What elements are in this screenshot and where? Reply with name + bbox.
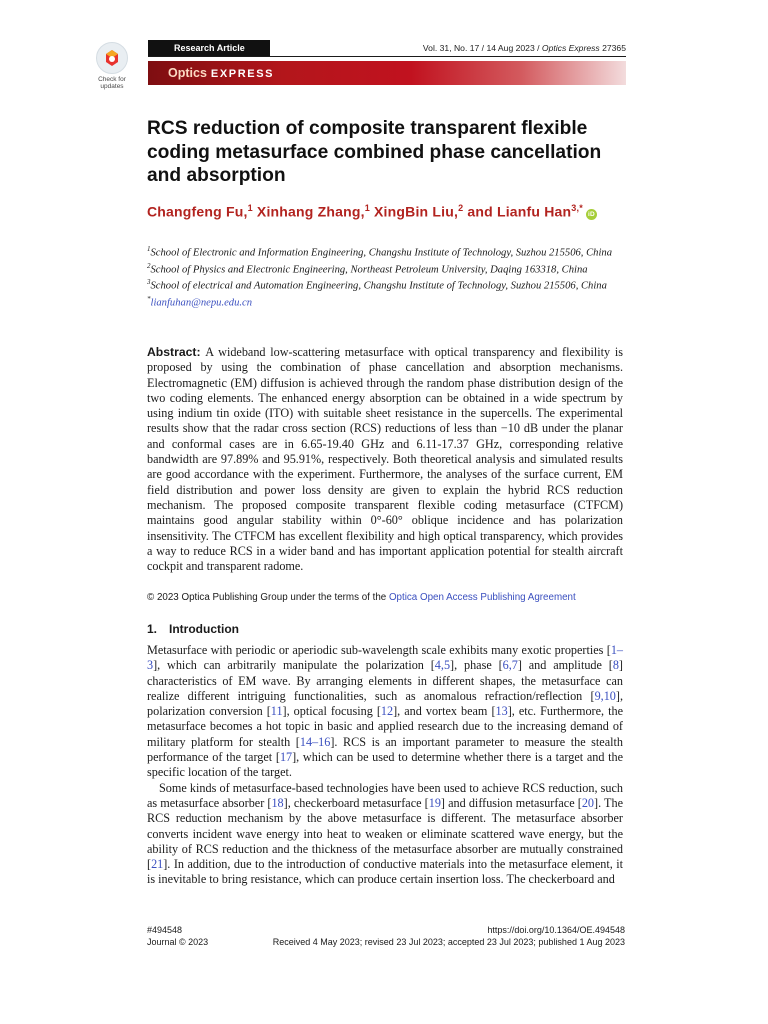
paragraph [147, 781, 623, 888]
paper-title: RCS reduction of composite transparent flexible coding metasurface combined phase cancellation and absorption [147, 118, 602, 186]
citation-link[interactable]: 9,10 [594, 688, 616, 703]
logo-word-express: EXPRESS [210, 68, 275, 80]
journal-header-bar [148, 40, 626, 57]
citation-link[interactable]: 17 [279, 750, 293, 765]
affiliation-item [147, 260, 627, 277]
author-name[interactable]: and Lianfu Han [463, 203, 572, 220]
author-affiliation-mark: 2 [458, 203, 464, 213]
paragraph-text: ] characteristics of EM wave. By arranging elements in different shapes, the metasurface can realize different intriguing functionalities, such as anomalous refraction/reflection [ [147, 658, 623, 703]
paragraph-text: ], and vortex beam [ [393, 704, 496, 719]
check-for-updates-label: Check for updates [98, 76, 126, 90]
copyright-notice [147, 592, 625, 603]
paragraph-text: ], optical focusing [ [282, 704, 381, 719]
paragraph-text: ], which can be used to determine whether there is a target and the specific location of the target. [147, 750, 623, 780]
citation-link[interactable]: 13 [495, 704, 508, 719]
journal-copyright: Journal © 2023 [147, 937, 209, 947]
affiliation-item [147, 276, 627, 293]
paragraph-text: ]. RCS is an important parameter to measure the stealth performance of the target [ [147, 734, 623, 765]
citation-link[interactable]: 4,5 [434, 658, 451, 673]
logo-word-optics: Optics [168, 66, 207, 80]
paragraph-text: ], etc. Furthermore, the metasurface becomes a hot topic in basic and applied research due to the increasing demand of military platform for stealth [ [147, 704, 623, 749]
email-link[interactable]: lianfuhan@nepu.edu.cn [150, 297, 253, 309]
affiliation-mark: 1 [147, 245, 151, 253]
abstract [147, 345, 623, 574]
paragraph-text: ]. The RCS reduction mechanism by the above metasurface is different. The metasurface absorber converts incident wave energy into heat to weaken or eliminate scattered wave energy, but the ability of RCS reduction and the thickness of the metasurface absorber are mutually constrained [ [147, 795, 623, 872]
author-affiliation-mark: 1 [247, 203, 253, 213]
page-number: 27365 [599, 43, 626, 53]
open-access-agreement-link[interactable]: Optica Open Access Publishing Agreement [388, 592, 576, 603]
paragraph-text: ] and diffusion metasurface [ [440, 795, 582, 810]
affiliation-text: School of electrical and Automation Engineering, Changshu Institute of Technology, Suzhou 215506, China [150, 281, 607, 292]
paragraph [147, 643, 623, 781]
author-name[interactable]: Xinhang Zhang, [252, 203, 365, 220]
doi-link[interactable]: https://doi.org/10.1364/OE.494548 [487, 925, 625, 935]
citation-link[interactable]: 11 [270, 704, 283, 719]
section-title: Introduction [169, 622, 239, 636]
orcid-icon[interactable]: iD [586, 209, 597, 220]
citation-link[interactable]: 1–3 [147, 643, 623, 673]
body-text [147, 643, 623, 888]
page-footer [147, 924, 625, 948]
affiliation-item [147, 243, 627, 260]
check-for-updates-badge[interactable] [92, 42, 132, 90]
abstract-text: A wideband low-scattering metasurface with optical transparency and flexibility is proposed by using the combination of phase cancellation and absorption mechanisms. Electromagnetic (EM) diffusion is achieved through the random phase distribution design of the two coding elements. The enhanced energy absorption can be obtained in a wide spectrum by using indium tin oxide (ITO) with suitable sheet resistance in the supercells. The experimental results show that the radar cross section (RCS) reductions of less than −10 dB under the planar and conformal cases are in 6.65-19.40 GHz and 6.11-17.37 GHz, corresponding relative bandwidth are 97.89% and 95.91%, respectively. Both theoretical analysis and simulated results are good accordance with the experiment. Furthermore, the analyses of the surface current, EM field distribution and power loss density are given to explain the hybrid RCS reduction mechanism. The proposed composite transparent flexible coding metasurface (CTFCM) maintains good angular stability within 0°-60° oblique incidence and has polarization insensitivity. The CTFCM has excellent flexibility and high optical transparency, which provides a way to reduce RCS in a wider band and has important application potential for stealth aircraft cockpit and transparent radome. [147, 345, 624, 574]
citation-link[interactable]: 6,7 [502, 658, 518, 673]
journal-brand-banner [148, 61, 626, 85]
author-list [147, 199, 627, 222]
affiliation-text: School of Physics and Electronic Engineering, Northeast Petroleum University, Daqing 163318, China [150, 264, 588, 276]
paragraph-text: ]. In addition, due to the introduction of conductive materials into the metasurface element, it is inevitable to bring resistance, which can produce certain insertion loss. The checkerboard and [147, 857, 623, 887]
corresponding-email [147, 293, 627, 310]
citation-link[interactable]: 12 [380, 704, 394, 719]
publication-dates: Received 4 May 2023; revised 23 Jul 2023; accepted 23 Jul 2023; published 1 Aug 2023 [272, 937, 625, 947]
author-name[interactable]: Changfeng Fu, [147, 203, 248, 220]
citation-link[interactable]: 20 [581, 795, 595, 810]
section-number: 1. [147, 622, 158, 636]
author-affiliation-mark: 1 [364, 203, 370, 213]
citation-link[interactable]: 21 [151, 857, 164, 872]
volume-info [423, 40, 626, 56]
affiliations [147, 243, 627, 310]
volume-issue-date: Vol. 31, No. 17 / 14 Aug 2023 / [422, 43, 542, 53]
abstract-label: Abstract: [147, 345, 201, 359]
journal-logo [168, 61, 274, 86]
affiliation-mark: 2 [147, 261, 151, 270]
journal-name: Optics Express [541, 43, 600, 53]
copyright-text: © 2023 Optica Publishing Group under the terms of the [147, 592, 389, 603]
citation-link[interactable]: 19 [428, 795, 441, 810]
author-affiliation-mark: 3,* [571, 203, 583, 213]
paragraph-text: ], polarization conversion [ [147, 688, 623, 719]
author-name[interactable]: XingBin Liu, [369, 203, 459, 220]
section-heading [147, 622, 239, 636]
paragraph-text: ] and amplitude [ [517, 658, 613, 673]
citation-link[interactable]: 8 [612, 658, 619, 673]
manuscript-id: #494548 [147, 925, 183, 935]
paragraph-text: Metasurface with periodic or aperiodic sub-wavelength scale exhibits many exotic properties [ [147, 643, 611, 657]
paragraph-text: Some kinds of metasurface-based technologies have been used to achieve RCS reduction, such as metasurface absorber [ [147, 780, 623, 810]
paragraph-text: ], which can arbitrarily manipulate the polarization [ [153, 658, 435, 673]
article-type-label: Research Article [148, 40, 270, 56]
citation-link[interactable]: 18 [271, 795, 284, 810]
check-for-updates-icon [96, 42, 128, 74]
paragraph-text: ], phase [ [450, 658, 503, 673]
citation-link[interactable]: 14–16 [299, 734, 331, 749]
affiliation-mark: 3 [147, 278, 151, 287]
paragraph-text: ], checkerboard metasurface [ [283, 795, 429, 810]
corresponding-mark: * [147, 295, 151, 304]
affiliation-text: School of Electronic and Information Engineering, Changshu Institute of Technology, Suzhou 215506, China [150, 247, 612, 259]
